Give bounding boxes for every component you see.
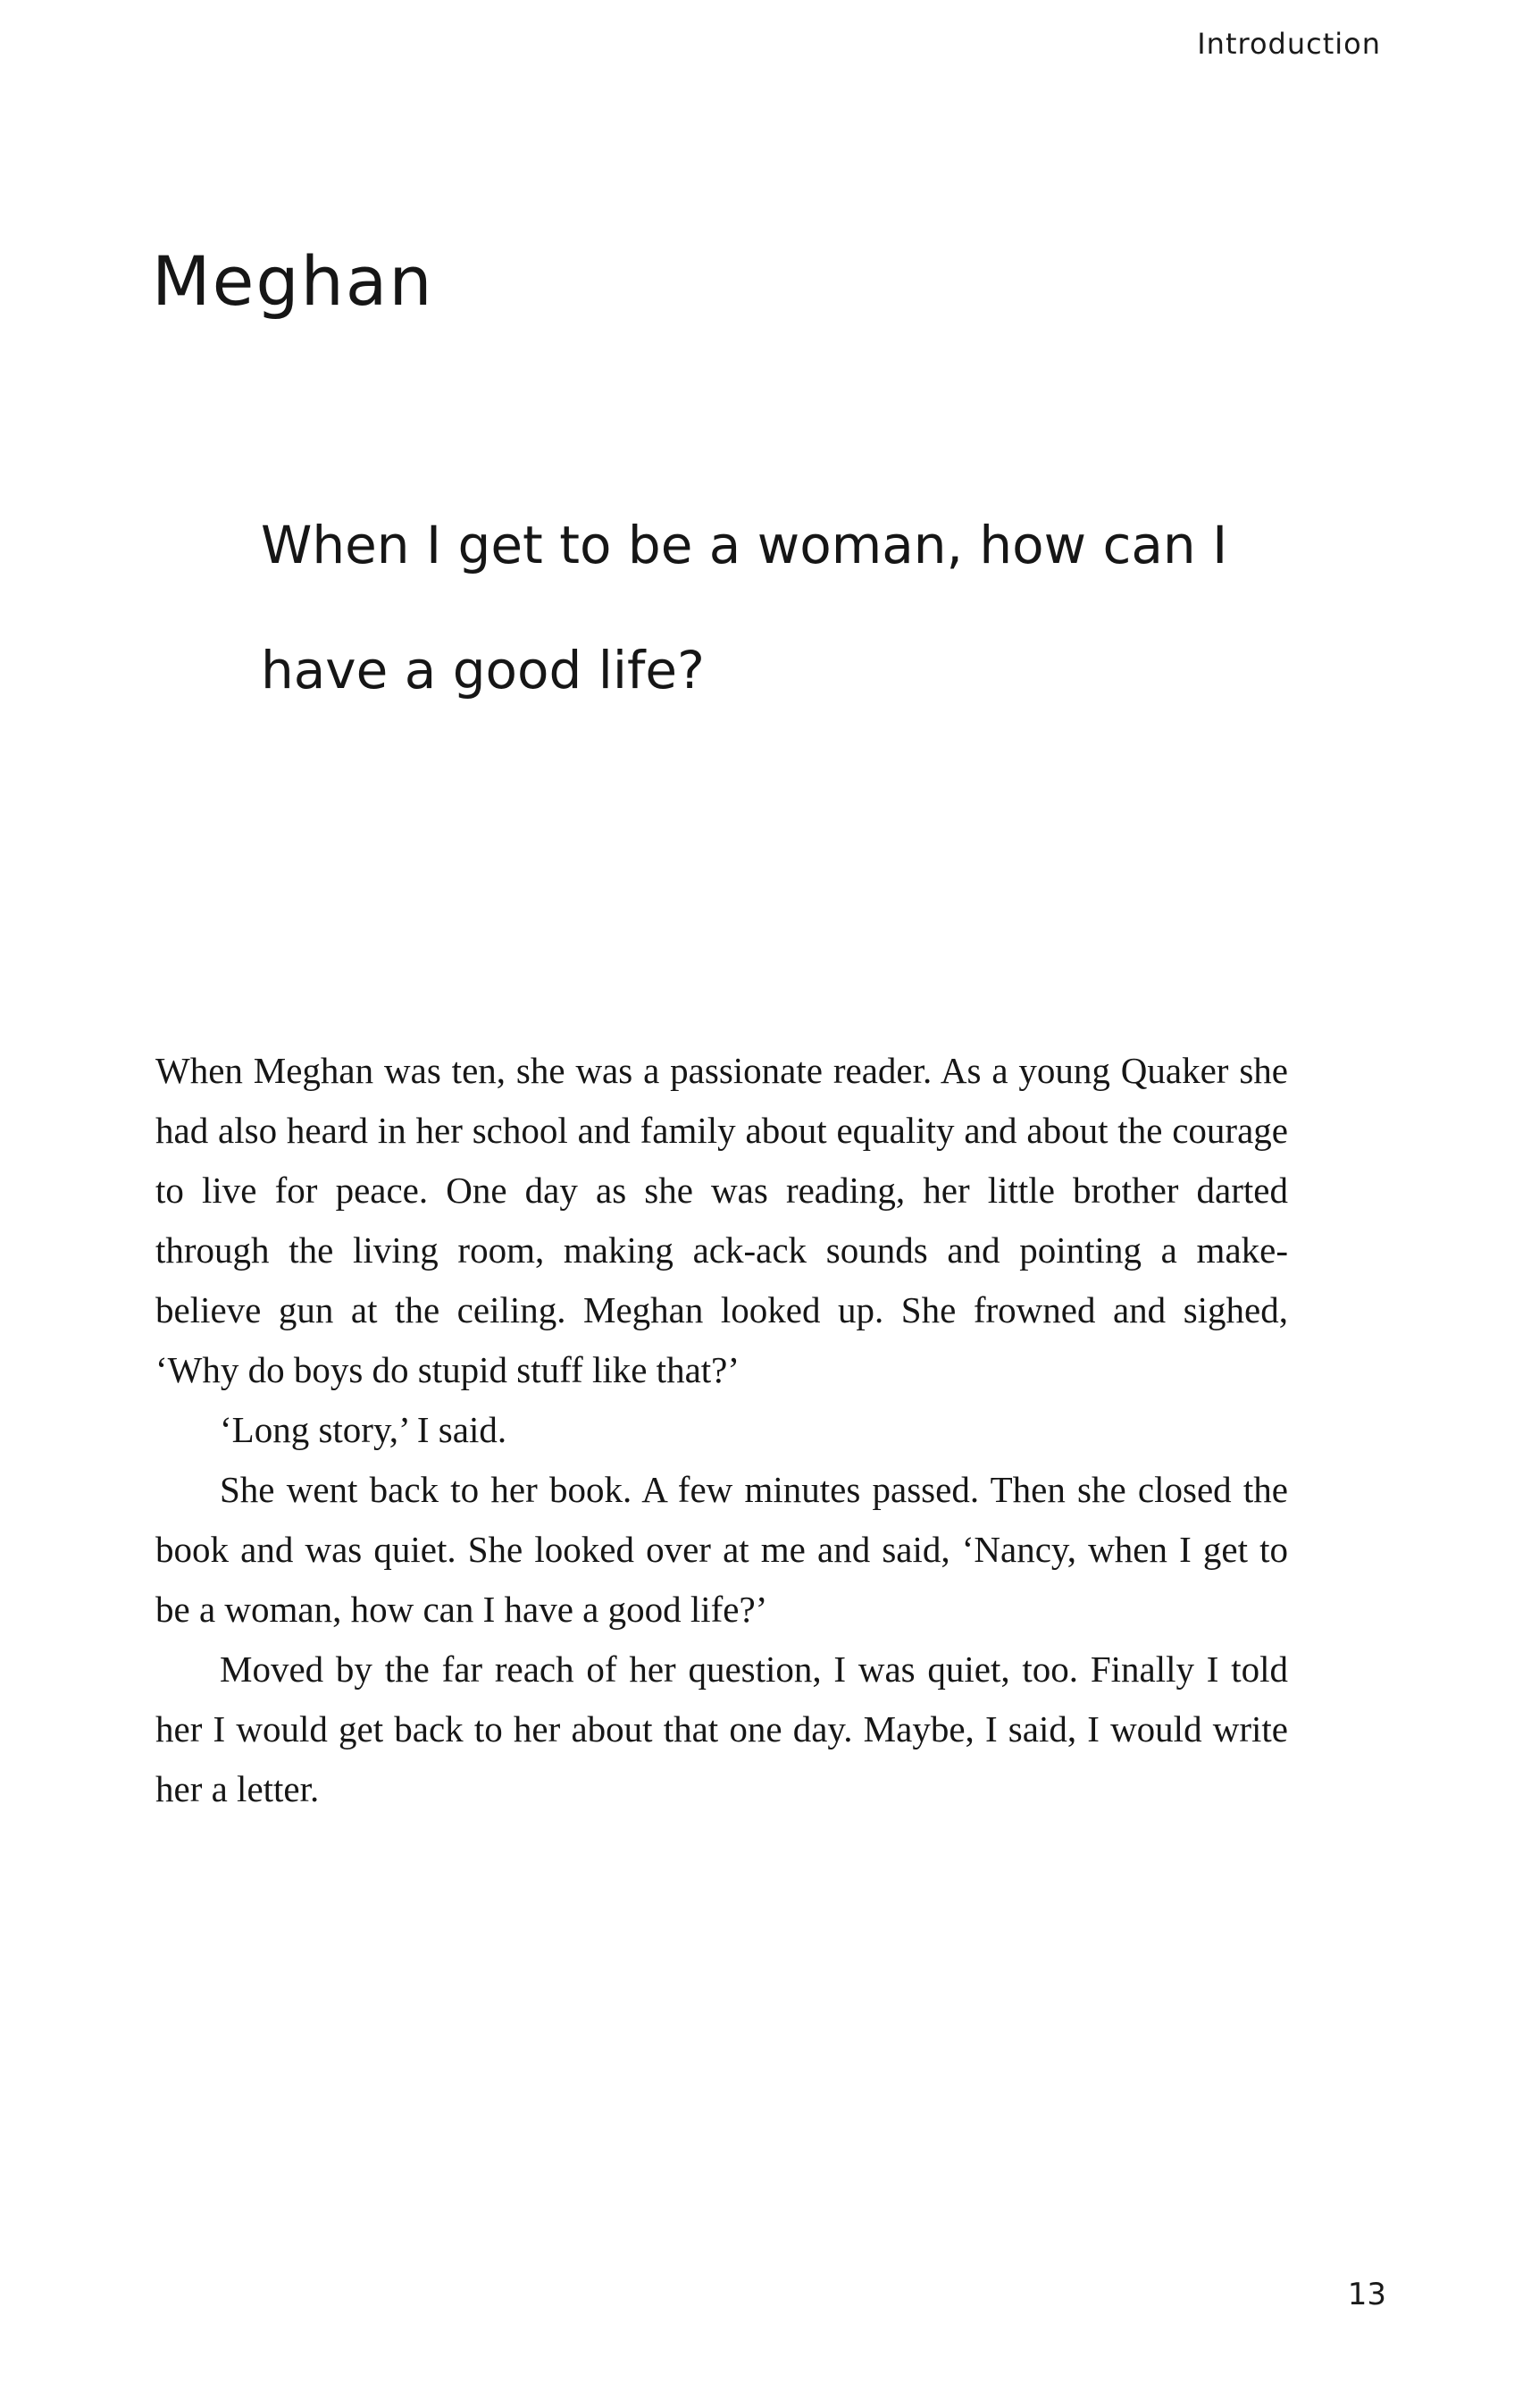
running-head: Introduction [1197, 27, 1381, 61]
paragraph: She went back to her book. A few minutes passed. Then she closed the book and was quiet. She looked over at me and said, ‘Nancy, when I get to be a woman, how can I have a good life?’ [155, 1469, 1288, 1630]
chapter-title: Meghan [152, 241, 434, 321]
epigraph-quote: When I get to be a woman, how can I have a good life? [261, 515, 1228, 701]
paragraph: When Meghan was ten, she was a passionate reader. As a young Quaker she had also heard in her school and family about equality and about the courage to live for peace. One day as she was reading, her little brother darted through the living room, making ack-ack sounds and pointing a make-believe gun at the ceiling. Meghan looked up. She frowned and sighed, ‘Why do boys do stupid stuff like that?’ [155, 1050, 1288, 1390]
page-number: 13 [1347, 2277, 1386, 2312]
paragraph: ‘Long story,’ I said. [220, 1409, 507, 1450]
paragraph: Moved by the far reach of her question, I was quiet, too. Finally I told her I would get back to her about that one day. Maybe, I said, I would write her a letter. [155, 1649, 1288, 1809]
body-text [155, 1041, 1288, 1819]
